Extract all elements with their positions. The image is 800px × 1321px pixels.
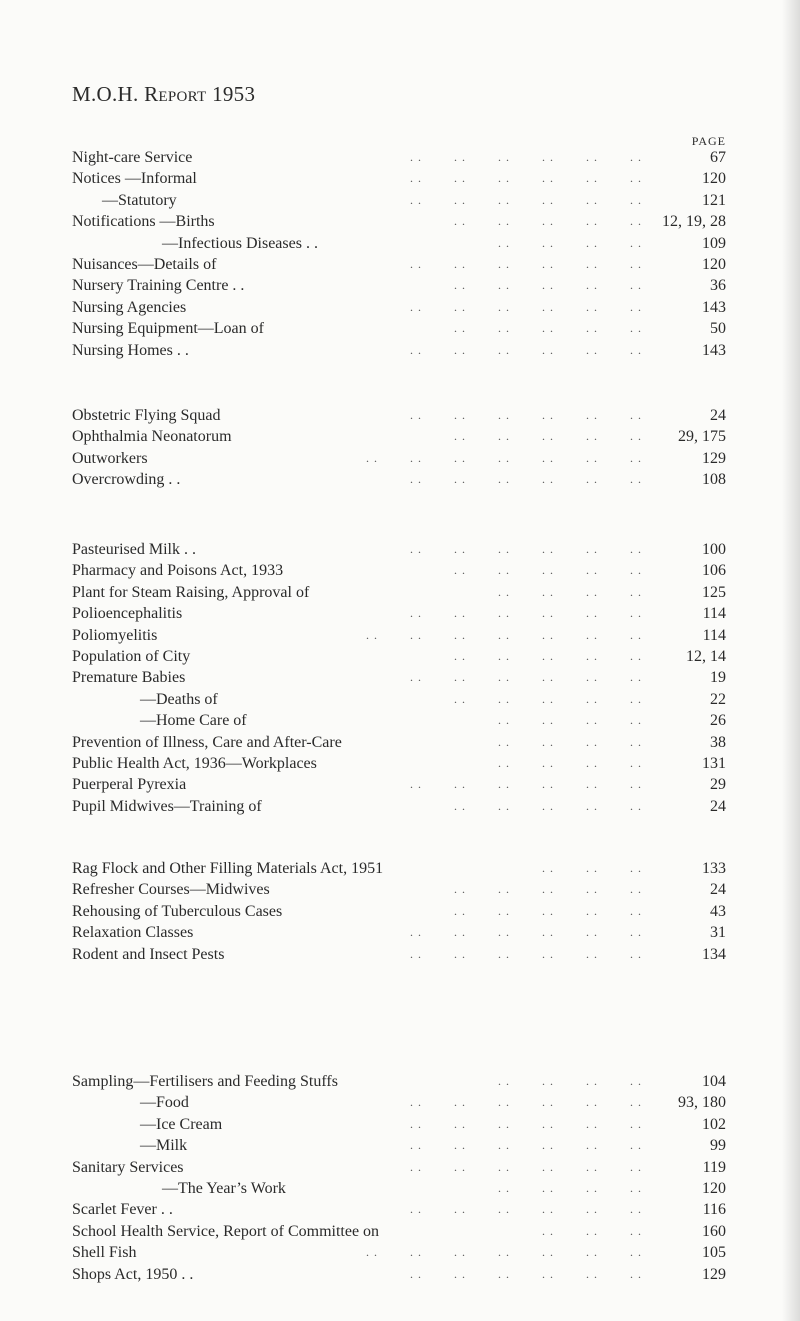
index-entry [72, 1178, 726, 1199]
entry-label: —Ice Cream [140, 1115, 223, 1133]
entry-label: Plant for Steam Raising, Approval of [72, 583, 310, 601]
index-entry [72, 426, 726, 447]
entry-label: Nuisances—Details of [72, 255, 217, 273]
leader-dots: . . . . . . . . . . . . [410, 1159, 642, 1174]
entry-label: Sanitary Services [72, 1158, 184, 1176]
entry-pages: 24 [710, 881, 726, 899]
entry-pages: 129 [702, 449, 726, 467]
index-entry [72, 560, 726, 581]
leader-dots: . . . . . . . . . . . . [410, 256, 642, 271]
leader-dots: . . . . . . . . [498, 1074, 642, 1088]
entry-label: —Infectious Diseases . . [162, 234, 318, 252]
index-entry [72, 667, 726, 688]
index-entry [72, 1092, 726, 1113]
entry-label: Obstetric Flying Squad [72, 407, 221, 424]
index-entry [72, 944, 726, 965]
entry-pages: 129 [702, 1265, 726, 1283]
index-entry [72, 732, 726, 753]
entry-label: Nursery Training Centre . . [72, 277, 245, 295]
index-entry [72, 168, 726, 189]
leader-dots: . . . . . . . . . . . . [410, 925, 642, 940]
title-report: Report [144, 82, 207, 106]
index-section-o [72, 405, 726, 491]
entry-label: Rehousing of Tuberculous Cases [72, 902, 283, 920]
entry-label: Polioencephalitis [72, 605, 183, 623]
index-entry [72, 646, 726, 667]
entry-label: Nursing Agencies [72, 298, 187, 316]
index-entry [72, 340, 726, 361]
entry-label: Premature Babies [72, 669, 186, 687]
entry-label: —Milk [140, 1137, 188, 1155]
entry-pages: 12, 14 [686, 647, 726, 665]
index-entry [72, 879, 726, 900]
index-entry [72, 1114, 726, 1135]
index-entry [72, 147, 726, 168]
entry-label: Prevention of Illness, Care and After-Care [72, 733, 342, 751]
index-entry [72, 774, 726, 795]
leader-dots: . . . . . . [542, 1223, 642, 1238]
entry-pages: 131 [702, 754, 726, 772]
entry-pages: 160 [702, 1222, 726, 1240]
index-entry [72, 858, 726, 879]
leader-dots: . . . . . . . . . . [454, 882, 642, 897]
entry-label: Nursing Homes . . [72, 341, 189, 359]
leader-dots: . . . . . . [542, 861, 642, 875]
entry-pages: 12, 19, 28 [662, 213, 726, 231]
entry-label: Pharmacy and Poisons Act, 1933 [72, 562, 284, 580]
index-entry [72, 901, 726, 922]
index-entry [72, 275, 726, 296]
entry-pages: 108 [702, 471, 726, 489]
entry-label: Sampling—Fertilisers and Feeding Stuffs [72, 1073, 338, 1090]
entry-label: Notifications —Births [72, 213, 215, 231]
leader-dots: . . . . . . . . . . [454, 321, 642, 336]
index-entry [72, 582, 726, 603]
index-section-n [72, 147, 726, 361]
leader-dots: . . . . . . . . . . . . . . [366, 1245, 642, 1260]
index-entry [72, 469, 726, 490]
entry-pages: 119 [702, 1158, 726, 1176]
index-section-p [72, 539, 726, 817]
entry-label: Rag Flock and Other Filling Materials Act, 1951 [72, 860, 384, 877]
leader-dots: . . . . . . . . . . . . . . [366, 450, 642, 465]
leader-dots: . . . . . . . . . . . . . . [366, 627, 642, 642]
entry-pages: 31 [710, 924, 726, 942]
index-entry [72, 710, 726, 731]
entry-label: Poliomyelitis [72, 626, 158, 644]
entry-label: Shell Fish [72, 1244, 137, 1262]
leader-dots: . . . . . . . . . . [454, 563, 642, 578]
leader-dots: . . . . . . . . . . [454, 214, 642, 229]
entry-pages: 43 [710, 902, 726, 920]
leader-dots: . . . . . . . . . . . . [410, 192, 642, 207]
entry-pages: 93, 180 [678, 1094, 726, 1112]
entry-pages: 67 [710, 149, 726, 166]
entry-pages: 125 [702, 583, 726, 601]
page-column-header: PAGE [691, 134, 726, 148]
index-entry [72, 233, 726, 254]
entry-label: Public Health Act, 1936—Workplaces [72, 754, 317, 772]
entry-pages: 100 [702, 541, 726, 558]
entry-pages: 29, 175 [678, 428, 726, 446]
entry-pages: 120 [702, 170, 726, 188]
entry-label: Overcrowding . . [72, 471, 181, 489]
leader-dots: . . . . . . . . . . [454, 798, 642, 813]
entry-label: Pupil Midwives—Training of [72, 797, 262, 815]
leader-dots: . . . . . . . . [498, 1180, 642, 1195]
title-year: 1953 [206, 82, 256, 106]
entry-label: Pasteurised Milk . . [72, 541, 196, 558]
index-entry [72, 1264, 726, 1285]
index-entry [72, 405, 726, 426]
leader-dots: . . . . . . . . . . . . [410, 1202, 642, 1217]
entry-pages: 106 [702, 562, 726, 580]
index-section-s [72, 1071, 726, 1285]
entry-label: Population of City [72, 647, 191, 665]
entry-pages: 19 [710, 669, 726, 687]
entry-pages: 109 [702, 234, 726, 252]
index-entry [72, 254, 726, 275]
entry-pages: 120 [702, 1179, 726, 1197]
leader-dots: . . . . . . . . . . [454, 691, 642, 706]
leader-dots: . . . . . . . . . . . . [410, 777, 642, 792]
title-prefix: M.O.H. [72, 82, 145, 106]
leader-dots: . . . . . . . . [498, 734, 642, 749]
index-entry [72, 211, 726, 232]
entry-pages: 133 [702, 860, 726, 877]
leader-dots: . . . . . . . . [498, 713, 642, 728]
leader-dots: . . . . . . . . . . . . [410, 946, 642, 961]
entry-label: Notices —Informal [72, 170, 197, 188]
leader-dots: . . . . . . . . . . . . [410, 342, 642, 357]
index-entry [72, 539, 726, 560]
leader-dots: . . . . . . . . . . . . [410, 1095, 642, 1110]
entry-label: School Health Service, Report of Committee on [72, 1222, 380, 1240]
index-entry [72, 922, 726, 943]
entry-pages: 50 [710, 320, 726, 338]
entry-label: Relaxation Classes [72, 924, 194, 942]
leader-dots: . . . . . . . . . . . . [410, 606, 642, 621]
entry-pages: 116 [702, 1201, 726, 1219]
entry-pages: 24 [710, 797, 726, 815]
entry-pages: 114 [702, 605, 726, 623]
page-title [72, 82, 255, 107]
entry-label: —Deaths of [140, 690, 218, 708]
leader-dots: . . . . . . . . . . . . [410, 472, 642, 487]
leader-dots: . . . . . . . . . . . . [410, 1138, 642, 1153]
entry-pages: 22 [710, 690, 726, 708]
index-entry [72, 190, 726, 211]
leader-dots: . . . . . . . . . . . . [410, 670, 642, 685]
leader-dots: . . . . . . . . . . . . [410, 299, 642, 314]
entry-pages: 104 [702, 1073, 726, 1090]
index-entry [72, 796, 726, 817]
index-entry [72, 603, 726, 624]
entry-pages: 102 [702, 1115, 726, 1133]
index-entry [72, 1242, 726, 1263]
leader-dots: . . . . . . . . [498, 235, 642, 250]
entry-label: Outworkers [72, 449, 148, 467]
leader-dots: . . . . . . . . [498, 755, 642, 770]
entry-pages: 114 [702, 626, 726, 644]
entry-pages: 121 [702, 191, 726, 209]
index-entry [72, 1135, 726, 1156]
entry-label: —Food [140, 1094, 189, 1112]
page-edge-shadow [782, 0, 800, 1321]
entry-label: Ophthalmia Neonatorum [72, 428, 232, 446]
entry-pages: 38 [710, 733, 726, 751]
entry-label: Scarlet Fever . . [72, 1201, 173, 1219]
entry-label: Nursing Equipment—Loan of [72, 320, 264, 338]
leader-dots: . . . . . . . . . . [454, 903, 642, 918]
entry-label: —The Year’s Work [162, 1179, 286, 1197]
entry-pages: 120 [702, 255, 726, 273]
entry-pages: 143 [702, 298, 726, 316]
entry-pages: 143 [702, 341, 726, 359]
index-entry [72, 753, 726, 774]
entry-pages: 105 [702, 1244, 726, 1262]
entry-label: Shops Act, 1950 . . [72, 1265, 194, 1283]
leader-dots: . . . . . . . . [498, 584, 642, 599]
index-entry [72, 689, 726, 710]
index-entry [72, 297, 726, 318]
entry-pages: 99 [710, 1137, 726, 1155]
entry-label: Puerperal Pyrexia [72, 776, 187, 794]
entry-label: —Home Care of [140, 712, 247, 730]
entry-pages: 26 [710, 712, 726, 730]
entry-pages: 36 [710, 277, 726, 295]
entry-pages: 29 [710, 776, 726, 794]
entry-pages: 24 [710, 407, 726, 424]
leader-dots: . . . . . . . . . . . . [410, 171, 642, 186]
leader-dots: . . . . . . . . . . [454, 278, 642, 293]
leader-dots: . . . . . . . . . . . . [410, 1116, 642, 1131]
index-entry [72, 318, 726, 339]
index-entry [72, 625, 726, 646]
index-entry [72, 1157, 726, 1178]
leader-dots: . . . . . . . . . . . . [410, 1266, 642, 1281]
entry-label: Night-care Service [72, 149, 193, 166]
leader-dots: . . . . . . . . . . . . [410, 150, 642, 164]
leader-dots: . . . . . . . . . . [454, 429, 642, 444]
entry-label: —Statutory [102, 191, 177, 209]
index-section-r [72, 858, 726, 965]
entry-label: Refresher Courses—Midwives [72, 881, 270, 899]
leader-dots: . . . . . . . . . . . . [410, 542, 642, 556]
entry-pages: 134 [702, 945, 726, 963]
index-entry [72, 1199, 726, 1220]
leader-dots: . . . . . . . . . . . . [410, 408, 642, 422]
index-entry [72, 1071, 726, 1092]
leader-dots: . . . . . . . . . . [454, 648, 642, 663]
index-entry [72, 448, 726, 469]
index-entry [72, 1221, 726, 1242]
entry-label: Rodent and Insect Pests [72, 945, 225, 963]
